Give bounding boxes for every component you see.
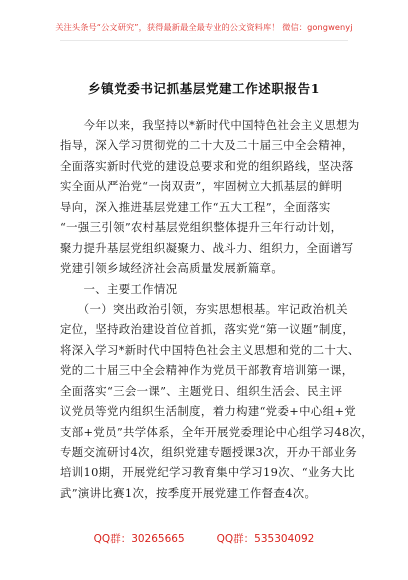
document-title: 乡镇党委书记抓基层党建工作述职报告1 — [88, 81, 320, 96]
body-line: 将深入学习*新时代中国特色社会主义思想和党的二十大、 — [60, 342, 360, 357]
document-body — [60, 115, 374, 503]
body-line: “一强三引领”农村基层党组织整体提升三年行动计划， — [60, 220, 343, 235]
footer-qq-group-1: QQ群：30265665 — [93, 533, 185, 545]
body-line: 今年以来，我坚持以*新时代中国特色社会主义思想为 — [60, 118, 360, 132]
body-line: 支部+党员”共学体系，全年开展党委理论中心组学习48次， — [60, 424, 374, 439]
body-line: （一）突出政治引领，夯实思想根基。牢记政治机关 — [60, 301, 348, 316]
body-line: 武”演讲比赛1次，按季度开展党建工作督查4次。 — [60, 485, 317, 500]
body-line: 定位，坚持政治建设首位首抓，落实党“第一议题”制度， — [60, 322, 355, 337]
body-line: 全面落实“三会一课”、主题党日、组织生活会、民主评 — [60, 383, 343, 398]
body-line: 专题交流研讨4次，组织党建专题授课3次，开办干部业务 — [60, 445, 357, 459]
body-line: 实全面从严治党“一岗双责”，牢固树立大抓基层的鲜明 — [60, 179, 343, 194]
body-line: 指导，深入学习贯彻党的二十大及二十届三中全会精神， — [60, 138, 354, 153]
body-line: 党的二十届三中全会精神作为党员干部教育培训第一课， — [60, 363, 354, 378]
body-line: 导向，深入推进基层党建工作“五大工程”，全面落实 — [60, 199, 331, 214]
header-banner: 关注头条号“公文研究”，获得最新最全最专业的公文资料库！ 微信：gongwenyj — [55, 22, 353, 32]
body-line: 全面落实新时代党的建设总要求和党的组织路线，坚决落 — [60, 158, 354, 173]
body-line: 议党员等党内组织生活制度，着力构建“党委+中心组+党 — [60, 404, 356, 419]
footer-qq-group-2: QQ群：535304092 — [216, 533, 315, 545]
body-line: 一、主要工作情况 — [60, 281, 178, 296]
body-line: 聚力提升基层党组织凝聚力、战斗力、组织力，全面谱写 — [60, 240, 354, 255]
header-divider — [60, 40, 348, 41]
body-line: 党建引领乡域经济社会高质量发展新篇章。 — [60, 261, 284, 276]
footer — [0, 531, 408, 546]
body-line: 培训10期，开展党纪学习教育集中学习19次、“业务大比 — [60, 465, 355, 480]
